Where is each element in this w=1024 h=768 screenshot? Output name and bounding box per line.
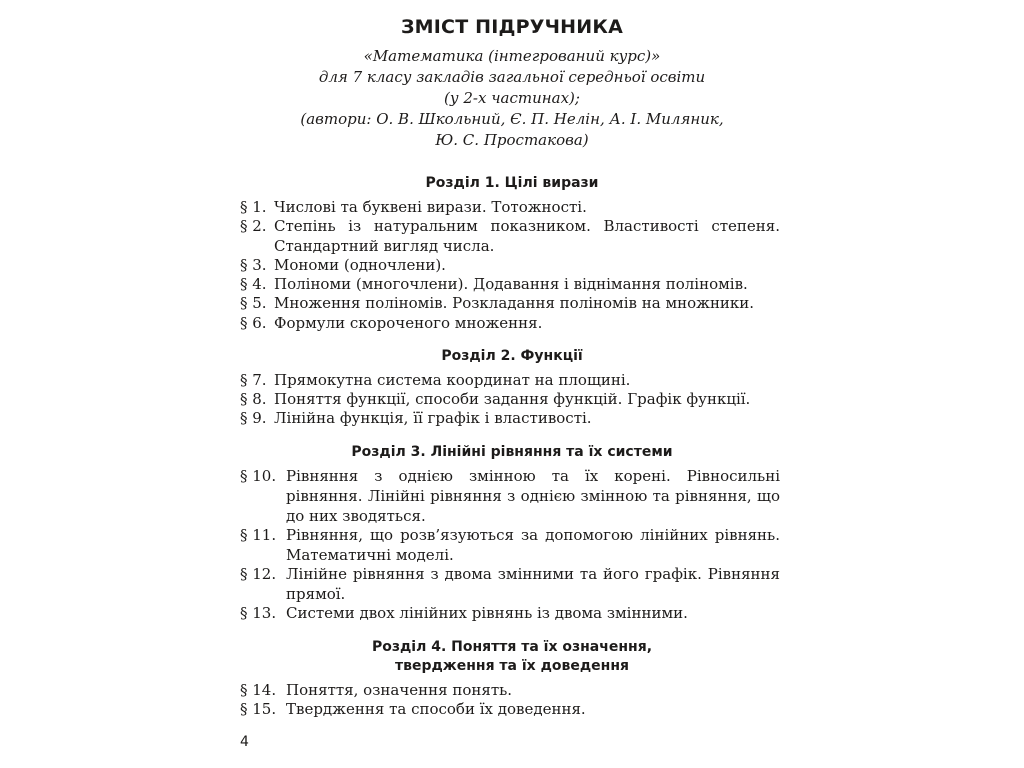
paragraph-number: § 7.	[240, 371, 267, 389]
paragraph-number: § 10.	[240, 467, 277, 485]
paragraph-title: Поняття функції, способи задання функцій. Графік функції.	[274, 390, 751, 408]
toc-entry	[240, 680, 780, 700]
paragraph-number: § 1.	[240, 198, 267, 216]
paragraph-title: Системи двох лінійних рівнянь із двома змінними.	[286, 604, 688, 622]
paragraph-title: Поліноми (многочлени). Додавання і віднімання поліномів.	[274, 275, 748, 293]
section-heading: Розділ 4. Поняття та їх означення,	[371, 639, 653, 655]
paragraph-title: Множення поліномів. Розкладання поліномів на множники.	[274, 294, 755, 312]
paragraph-title: Рівняння з однією змінною та їх корені. Рівносильні рівняння. Лінійні рівняння з однією змінною та рівняння, що до них зводяться.	[286, 467, 780, 525]
paragraph-number: § 12.	[240, 565, 277, 583]
toc-entry	[240, 603, 780, 623]
paragraph-number: § 15.	[240, 700, 277, 718]
page-title: ЗМІСТ ПІДРУЧНИКА	[400, 16, 624, 38]
paragraph-number: § 2.	[240, 217, 267, 235]
paragraph-number: § 13.	[240, 604, 277, 622]
toc-entry	[240, 313, 780, 333]
subtitle-line: (у 2-х частинах);	[444, 89, 580, 107]
paragraph-number: § 4.	[240, 275, 267, 293]
paragraph-title: Формули скороченого множення.	[274, 314, 543, 332]
toc-entry	[240, 389, 780, 409]
section-heading: твердження та їх доведення	[395, 658, 629, 674]
subtitle-line: (автори: О. В. Школьний, Є. П. Нелін, А. І. Миляник,	[300, 110, 724, 128]
paragraph-number: § 9.	[240, 409, 267, 427]
toc-entry	[240, 197, 780, 217]
book-description	[0, 46, 1024, 151]
paragraph-title: Поняття, означення понять.	[286, 681, 513, 699]
subtitle-line: «Математика (інтегрований курс)»	[363, 47, 661, 65]
paragraph-title: Мономи (одночлени).	[274, 256, 446, 274]
page-number: 4	[240, 734, 249, 750]
subtitle-line: для 7 класу закладів загальної середньої освіти	[318, 68, 706, 86]
paragraph-title: Числові та буквені вирази. Тотожності.	[274, 198, 587, 216]
paragraph-number: § 8.	[240, 390, 267, 408]
toc-entry	[240, 525, 780, 565]
subtitle-line: Ю. С. Простакова)	[435, 131, 589, 149]
paragraph-title: Рівняння, що розв’язуються за допомогою лінійних рівнянь. Математичні моделі.	[286, 526, 780, 564]
section-heading: Розділ 3. Лінійні рівняння та їх системи	[351, 444, 673, 460]
toc-entry	[240, 466, 780, 526]
paragraph-title: Твердження та способи їх доведення.	[286, 700, 586, 718]
toc-entry	[240, 564, 780, 604]
paragraph-number: § 3.	[240, 256, 267, 274]
toc-entry	[240, 408, 780, 428]
paragraph-title: Прямокутна система координат на площині.	[274, 371, 631, 389]
section-heading: Розділ 2. Функції	[441, 348, 583, 364]
toc-entry	[240, 274, 780, 294]
paragraph-title: Степінь із натуральним показником. Властивості степеня. Стандартний вигляд числа.	[274, 217, 780, 255]
paragraph-number: § 6.	[240, 314, 267, 332]
paragraph-title: Лінійне рівняння з двома змінними та його графік. Рівняння прямої.	[286, 565, 780, 603]
toc-entry	[240, 699, 780, 719]
paragraph-number: § 14.	[240, 681, 277, 699]
paragraph-title: Лінійна функція, її графік і властивості.	[274, 409, 592, 427]
paragraph-number: § 5.	[240, 294, 267, 312]
section-heading: Розділ 1. Цілі вирази	[425, 175, 599, 191]
toc-entry	[240, 293, 780, 313]
toc-entry	[240, 370, 780, 390]
toc-entry	[240, 255, 780, 275]
paragraph-number: § 11.	[240, 526, 277, 544]
toc-entry	[240, 216, 780, 256]
